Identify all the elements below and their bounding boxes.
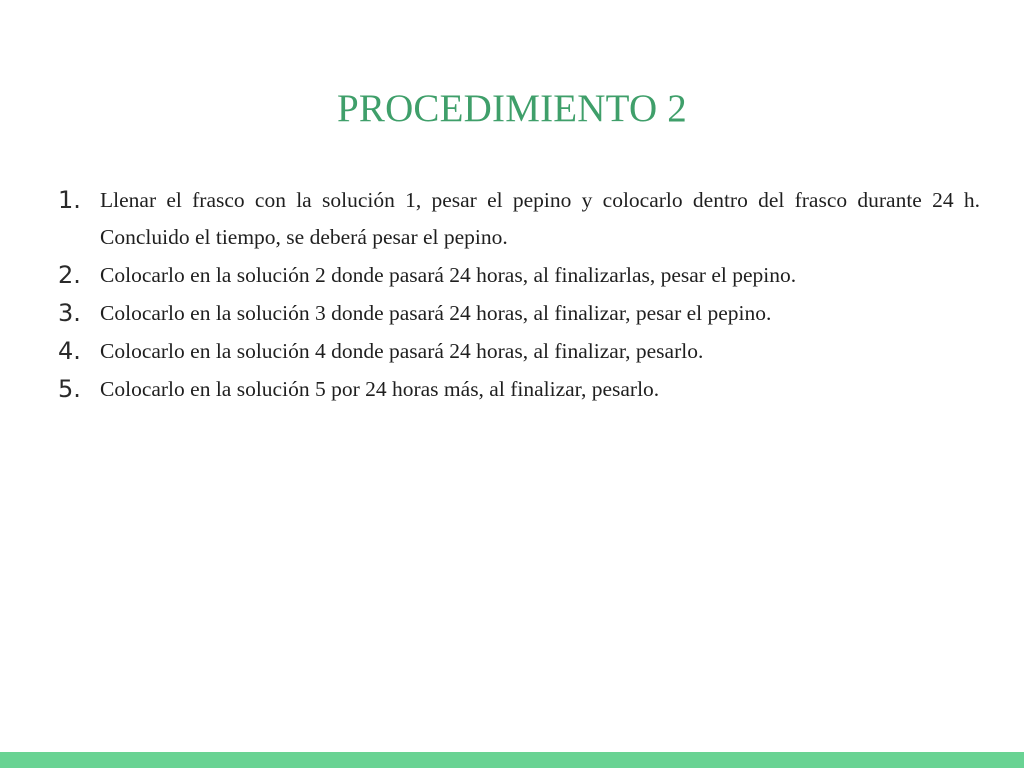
slide-title: PROCEDIMIENTO 2 xyxy=(336,87,688,130)
bottom-accent-bar xyxy=(0,752,1024,768)
step-item xyxy=(58,295,980,332)
step-text: Colocarlo en la solución 2 donde pasará 24 horas, al finalizarlas, pesar el pepino. xyxy=(100,262,797,287)
step-number: 3. xyxy=(58,298,81,327)
step-item xyxy=(58,333,980,370)
step-number: 2. xyxy=(58,260,81,289)
step-item xyxy=(58,182,980,255)
step-text: Colocarlo en la solución 4 donde pasará 24 horas, al finalizar, pesarlo. xyxy=(100,338,704,363)
step-number: 4. xyxy=(58,336,81,365)
step-item xyxy=(58,257,980,294)
step-text: Llenar el frasco con la solución 1, pesar el pepino y colocarlo dentro del frasco durante 24 h. Concluido el tiempo, se deberá pesar el pepino. xyxy=(100,188,980,249)
step-text: Colocarlo en la solución 5 por 24 horas más, al finalizar, pesarlo. xyxy=(100,376,660,401)
step-number: 5. xyxy=(58,374,81,403)
procedure-steps-list xyxy=(58,182,980,409)
step-number: 1. xyxy=(58,186,81,214)
step-item xyxy=(58,371,980,408)
step-text: Colocarlo en la solución 3 donde pasará 24 horas, al finalizar, pesar el pepino. xyxy=(100,300,772,325)
